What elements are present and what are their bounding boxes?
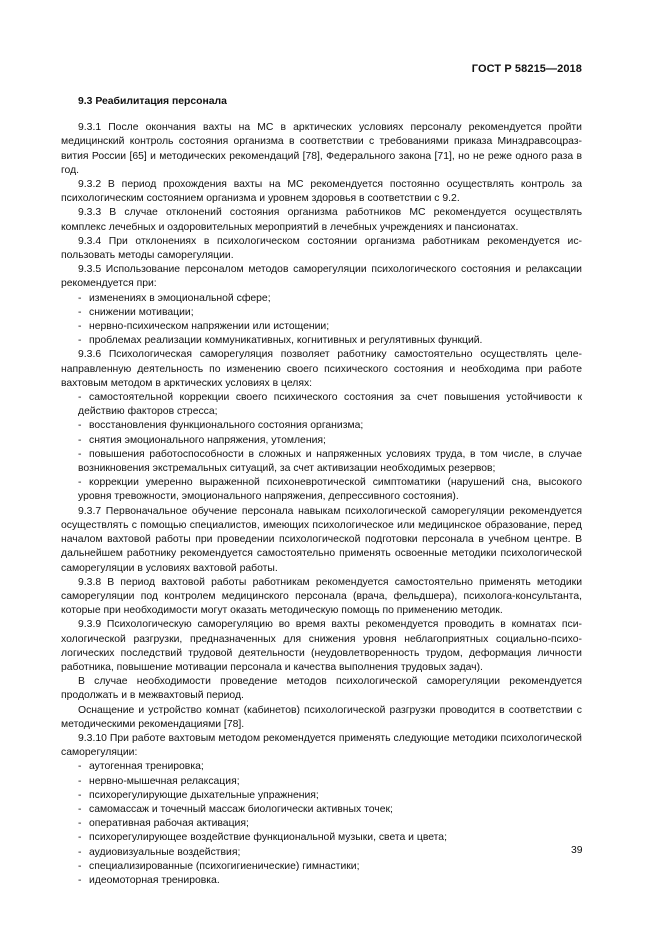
list-item-text: проблемах реализации коммуникативных, когнитивных и регулятивных функций.	[89, 335, 483, 347]
list-item	[61, 775, 582, 789]
list-item-text: восстановления функционального состояния организма;	[89, 420, 364, 432]
list-item	[61, 803, 582, 817]
list-dash: -	[78, 761, 82, 773]
paragraph: 9.3.10 При работе вахтовым методом рекомендуется применять следующие методики психологической саморегуляции:	[61, 732, 582, 759]
list-dash: -	[78, 392, 82, 404]
page-number: 39	[571, 845, 583, 856]
list-item-text: снятия эмоционального напряжения, утомления;	[89, 434, 326, 446]
list-dash: -	[78, 874, 82, 886]
list-item	[61, 292, 582, 306]
list-item	[61, 760, 582, 774]
section-body	[61, 121, 582, 888]
list-item	[61, 846, 582, 860]
list-dash: -	[78, 818, 82, 830]
list-item-text: аутогенная тренировка;	[89, 761, 204, 773]
list-item-text: оперативная рабочая активация;	[89, 818, 249, 830]
list-dash: -	[78, 306, 82, 318]
list-item-text: коррекции умеренно выраженной психоневротической симптоматики (нарушений сна, высокого уровня тревожности, эмоционального напряжения, депрессивного состояния).	[78, 477, 582, 503]
list-item	[61, 874, 582, 888]
paragraph: 9.3.8 В период вахтовой работы работникам рекомендуется самостоятельно применять методики саморегуляции под контролем медицинского персонала (врача, фельдшера), психолога-консультанта, которые при необходимости могут оказать методическую помощь по применению методик.	[61, 576, 582, 617]
list-item-text: психорегулирующие дыхательные упражнения;	[89, 789, 319, 801]
list-item-text: снижении мотивации;	[89, 306, 194, 318]
list-item-text: идеомоторная тренировка.	[89, 874, 220, 886]
section-content	[61, 95, 582, 888]
list-dash: -	[78, 335, 82, 347]
list-dash: -	[78, 292, 82, 304]
list-item-text: самостоятельной коррекции своего психического состояния за счет повышения устойчивости к действию факторов стресса;	[78, 392, 582, 418]
list-dash: -	[78, 846, 82, 858]
list-dash: -	[78, 448, 82, 460]
list-item-text: специализированные (психогигиенические) гимнастики;	[89, 860, 360, 872]
list-item-text: самомассаж и точечный массаж биологически активных точек;	[89, 803, 393, 815]
list-item-text: психорегулирующее воздействие функциональной музыки, света и цвета;	[89, 832, 447, 844]
list-item	[61, 448, 582, 476]
list-item	[61, 306, 582, 320]
paragraph: 9.3.5 Использование персоналом методов саморегуляции психологического состояния и релаксации рекомендуется при:	[61, 264, 582, 290]
list-item	[61, 789, 582, 803]
list-dash: -	[78, 832, 82, 844]
list-item	[61, 860, 582, 874]
list-item-text: нервно-мышечная релаксация;	[89, 775, 240, 787]
paragraph: 9.3.3 В случае отклонений состояния организма работников МС рекомендуется осуществлять комплекс лечебных и оздоровительных мероприятий в лечебных учреждениях и пансионатах.	[61, 207, 582, 233]
list-dash: -	[78, 321, 82, 333]
list-item-text: изменениях в эмоциональной сфере;	[89, 292, 271, 304]
list-dash: -	[78, 775, 82, 787]
paragraph: 9.3.2 В период прохождения вахты на МС рекомендуется постоянно осуществлять контроль за психологическим состоянием организма и уровнем здоровья в соответствии с 9.2.	[61, 179, 582, 205]
list-dash: -	[78, 477, 82, 489]
list-item	[61, 391, 582, 419]
section-title: 9.3 Реабилитация персонала	[78, 96, 227, 107]
paragraph: 9.3.9 Психологическую саморегуляцию во время вахты рекомендуется проводить в комнатах психологической разгрузки, предназначенных для снижения уровня неблагоприятных социально-психологических последствий трудовой деятельности (неудовлетворенность трудом, деформация личности работника, повышение мотивации персонала и качества выполнения трудовых задач).	[61, 619, 582, 673]
list-dash: -	[78, 860, 82, 872]
list-item	[61, 434, 582, 448]
paragraph: 9.3.6 Психологическая саморегуляция позволяет работнику самостоятельно осуществлять целенаправленную деятельность по изменению своего психического состояния и необходима при работе вахтовым методом в арктических условиях в целях:	[61, 349, 582, 389]
list-item	[61, 419, 582, 433]
list-item-text: аудиовизуальные воздействия;	[89, 846, 241, 858]
paragraph: В случае необходимости проведение методов психологической саморегуляции рекомендуется продолжать и в межвахтовый период.	[61, 676, 582, 702]
list-item-text: нервно-психическом напряжении или истощении;	[89, 321, 330, 333]
paragraph: Оснащение и устройство комнат (кабинетов) психологической разгрузки проводится в соответствии с методическими рекомендациями [78].	[61, 704, 582, 730]
paragraph: 9.3.4 При отклонениях в психологическом состоянии организма работникам рекомендуется использовать методы саморегуляции.	[61, 235, 582, 262]
document-code: ГОСТ Р 58215—2018	[471, 63, 582, 75]
list-dash: -	[78, 789, 82, 801]
list-item	[61, 817, 582, 831]
list-item-text: повышения работоспособности в сложных и напряженных условиях труда, в том числе, в случае возникновения экстремальных ситуаций, за счет активизации необходимых резервов;	[78, 448, 582, 475]
list-item	[61, 334, 582, 348]
paragraph: 9.3.7 Первоначальное обучение персонала навыкам психологической саморегуляции рекомендуется осуществлять с помощью специалистов, имеющих психологическое или медицинское образование, перед началом вахтовой работы при проведении психологической подготовки персонала в учебном центре. В дальнейшем работнику рекомендуется самостоятельно применять освоенные методики психологической саморегуляции в условиях вахтовой работы.	[61, 505, 582, 574]
list-dash: -	[78, 420, 82, 432]
list-dash: -	[78, 803, 82, 815]
list-item	[61, 320, 582, 334]
list-item	[61, 831, 582, 845]
list-dash: -	[78, 434, 82, 446]
paragraph: 9.3.1 После окончания вахты на МС в арктических условиях персоналу рекомендуется пройти медицинский контроль состояния организма в соответствии с требованиями приказа Минздравсоцразвития России [65] и методических рекомендаций [78], Федерального закона [71], но не реже одного раза в год.	[61, 122, 582, 176]
list-item	[61, 476, 582, 504]
